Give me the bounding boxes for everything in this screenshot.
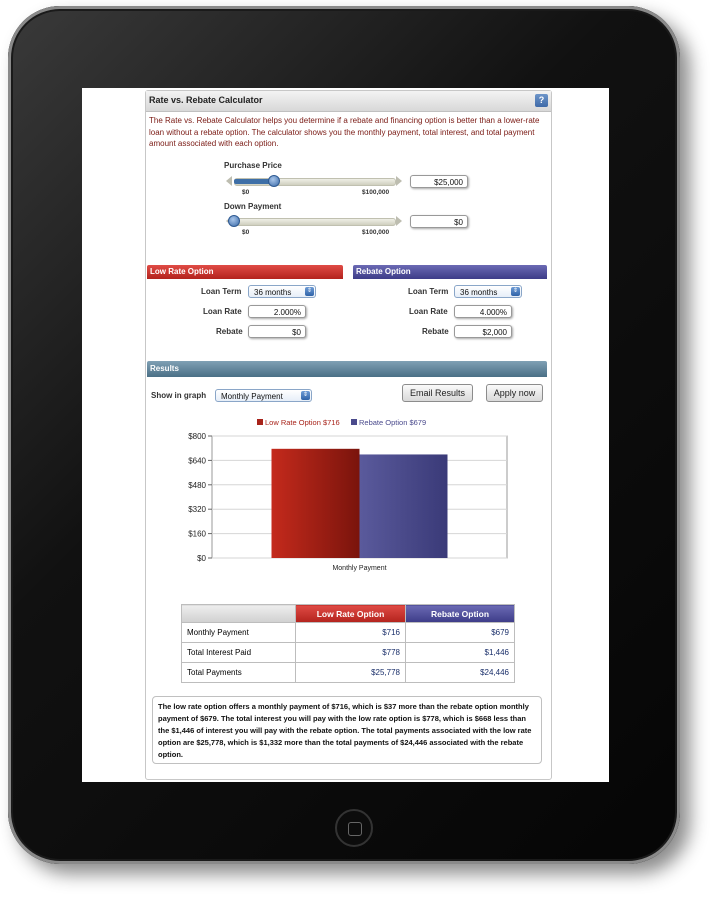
- row-rebate-value: $679: [406, 623, 515, 643]
- calculator-title: Rate vs. Rebate Calculator: [149, 95, 263, 105]
- show-in-graph-select[interactable]: [215, 389, 312, 402]
- slider-right-arrow-icon[interactable]: [396, 216, 402, 226]
- legend-label: Rebate Option $679: [359, 418, 427, 427]
- rebate-rebate-label: Rebate: [422, 327, 449, 336]
- slider-knob[interactable]: [228, 215, 240, 227]
- help-icon[interactable]: ?: [535, 94, 548, 107]
- chevron-updown-icon: ⇕: [512, 288, 519, 294]
- rebate-rate-label: Loan Rate: [409, 307, 448, 316]
- down-payment-slider[interactable]: [226, 215, 402, 227]
- table-header-row: [182, 605, 515, 623]
- summary-text: The low rate option offers a monthly payment of $716, which is $37 more than the rebate option monthly payment of $679. The total interest you will pay with the low rate option is $778, which is $668 less than the $1,446 of interest you will pay with the rebate option. The total payments associated with the low rate option are $25,778, which is $1,332 more than the total payments of $24,446 associated with the rebate option.: [152, 696, 542, 764]
- calculator-panel: [145, 90, 552, 780]
- table-row: [182, 623, 515, 643]
- y-tick-label: $480: [188, 480, 206, 490]
- bar-low-rate-option: [272, 449, 360, 558]
- table-row: [182, 643, 515, 663]
- row-label: Monthly Payment: [182, 623, 296, 643]
- down-payment-input[interactable]: $0: [410, 215, 468, 228]
- results-chart: [146, 418, 551, 588]
- y-tick-label: $0: [197, 554, 206, 563]
- purchase-price-max: $100,000: [362, 189, 390, 196]
- row-low-value: $778: [296, 643, 406, 663]
- bar-rebate-option: [360, 454, 448, 558]
- apply-now-button[interactable]: Apply now: [486, 384, 543, 402]
- table-row: [182, 663, 515, 683]
- rebate-option-header: Rebate Option: [353, 265, 547, 279]
- low-rate-term-select[interactable]: [248, 285, 316, 298]
- slider-left-arrow-icon[interactable]: [226, 176, 232, 186]
- row-low-value: $25,778: [296, 663, 406, 683]
- rebate-term-select[interactable]: [454, 285, 522, 298]
- results-table: [181, 604, 515, 683]
- low-rate-term-label: Loan Term: [201, 287, 242, 296]
- row-rebate-value: $24,446: [406, 663, 515, 683]
- purchase-price-label: Purchase Price: [224, 161, 282, 170]
- low-rate-rebate-input[interactable]: $0: [248, 325, 306, 338]
- y-tick-label: $160: [188, 529, 206, 539]
- email-results-button[interactable]: Email Results: [402, 384, 473, 402]
- chevron-updown-icon: ⇕: [306, 288, 313, 294]
- row-low-value: $716: [296, 623, 406, 643]
- table-corner: [182, 605, 296, 623]
- down-payment-label: Down Payment: [224, 202, 282, 211]
- screen: [82, 88, 609, 782]
- low-rate-rate-label: Loan Rate: [203, 307, 242, 316]
- title-bar: [146, 91, 551, 112]
- y-tick-label: $800: [188, 432, 206, 441]
- slider-right-arrow-icon[interactable]: [396, 176, 402, 186]
- rebate-term-value: 36 months: [460, 288, 498, 297]
- rebate-rebate-input[interactable]: $2,000: [454, 325, 512, 338]
- purchase-price-slider[interactable]: [226, 175, 402, 187]
- rebate-rate-input[interactable]: 4.000%: [454, 305, 512, 318]
- legend-swatch: [257, 419, 263, 425]
- y-tick-label: $320: [188, 505, 206, 515]
- y-tick-label: $640: [188, 456, 206, 466]
- low-rate-header: Low Rate Option: [147, 265, 343, 279]
- results-header: Results: [147, 361, 547, 377]
- legend-swatch: [351, 419, 357, 425]
- table-header-low-rate: Low Rate Option: [296, 605, 406, 623]
- low-rate-term-value: 36 months: [254, 288, 292, 297]
- show-in-graph-label: Show in graph: [151, 391, 207, 400]
- x-axis-label: Monthly Payment: [332, 565, 387, 572]
- row-label: Total Interest Paid: [182, 643, 296, 663]
- chevron-updown-icon: ⇕: [302, 392, 309, 398]
- table-header-rebate: Rebate Option: [406, 605, 515, 623]
- low-rate-rebate-label: Rebate: [216, 327, 243, 336]
- intro-text: The Rate vs. Rebate Calculator helps you determine if a rebate and financing option is better than a lower-rate loan without a rebate option. The calculator shows you the monthly payment, total interest, and total payment amount associated with each option.: [149, 116, 540, 148]
- down-payment-min: $0: [242, 229, 250, 236]
- legend-label: Low Rate Option $716: [265, 418, 340, 427]
- purchase-price-min: $0: [242, 189, 250, 196]
- low-rate-rate-input[interactable]: 2.000%: [248, 305, 306, 318]
- row-rebate-value: $1,446: [406, 643, 515, 663]
- purchase-price-input[interactable]: $25,000: [410, 175, 468, 188]
- slider-knob[interactable]: [268, 175, 280, 187]
- show-in-graph-value: Monthly Payment: [221, 392, 283, 401]
- rebate-term-label: Loan Term: [408, 287, 449, 296]
- slider-track: [234, 218, 396, 226]
- down-payment-max: $100,000: [362, 229, 390, 236]
- home-button[interactable]: [335, 809, 373, 847]
- row-label: Total Payments: [182, 663, 296, 683]
